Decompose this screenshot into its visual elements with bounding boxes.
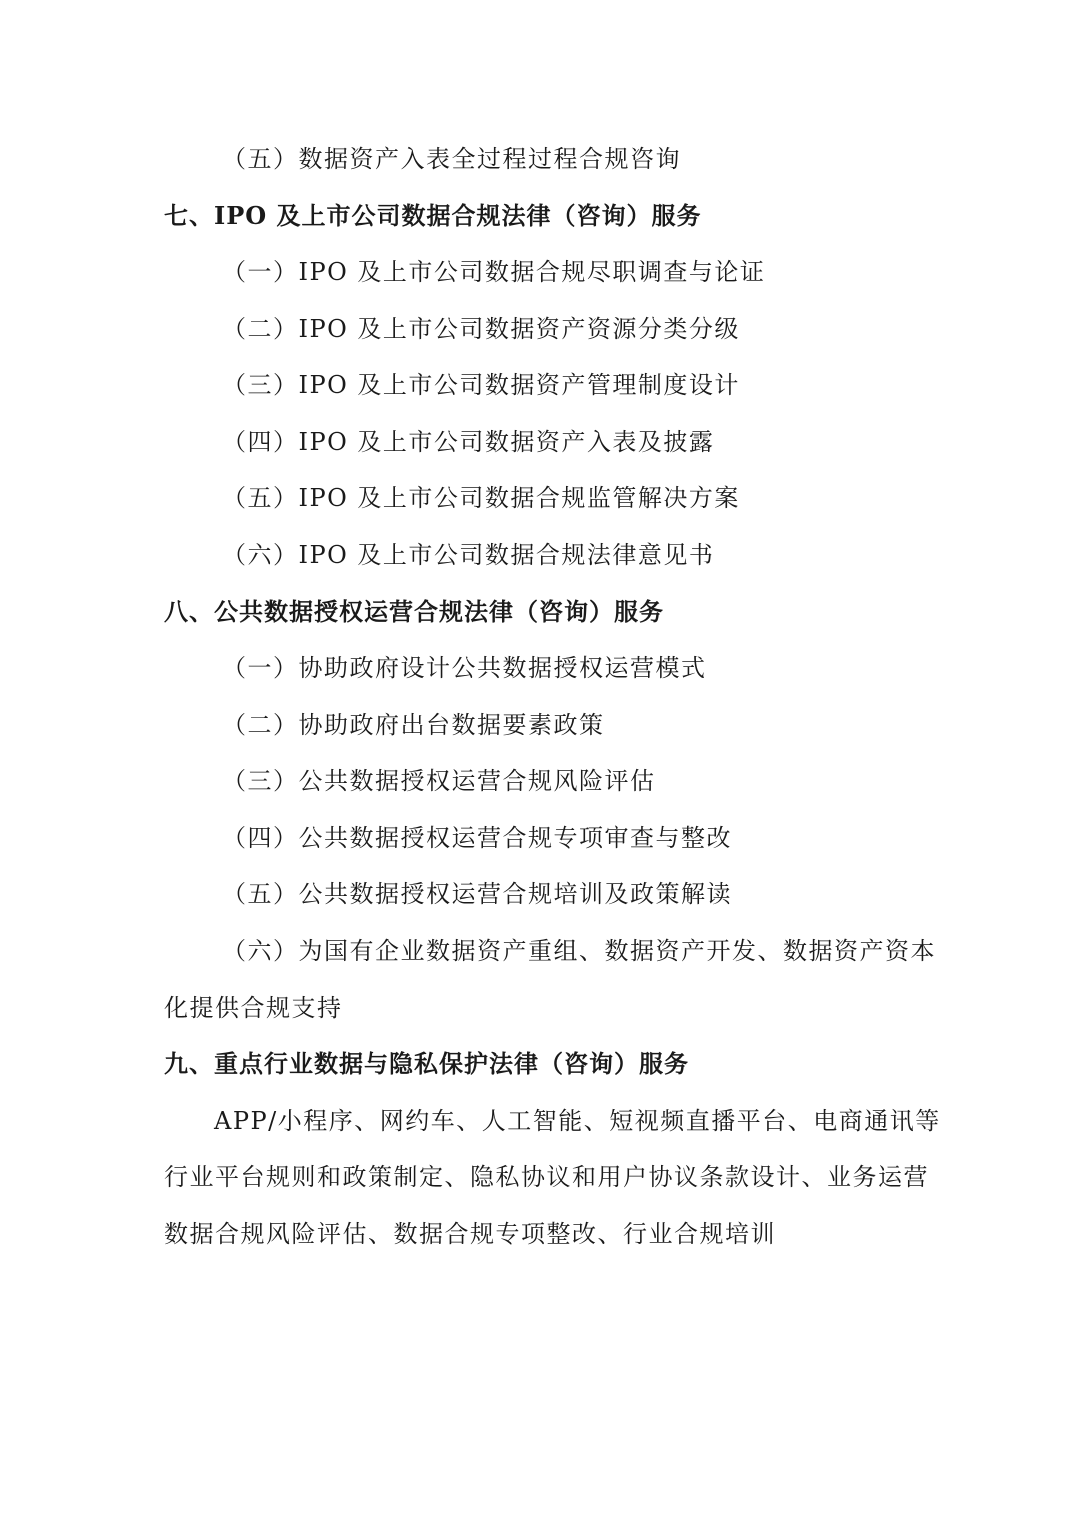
- section-heading-7: 七、IPO 及上市公司数据合规法律（咨询）服务: [164, 201, 702, 230]
- list-item: （五）数据资产入表全过程过程合规咨询: [222, 145, 681, 173]
- list-item: （二）协助政府出台数据要素政策: [222, 711, 605, 739]
- list-item-wrapped-line1: （六）为国有企业数据资产重组、数据资产开发、数据资产资本: [222, 937, 936, 965]
- list-item: （六）IPO 及上市公司数据合规法律意见书: [222, 541, 715, 569]
- section-heading-8: 八、公共数据授权运营合规法律（咨询）服务: [164, 597, 664, 626]
- list-item: （四）公共数据授权运营合规专项审查与整改: [222, 824, 732, 852]
- list-item-wrapped-line2: 化提供合规支持: [164, 994, 343, 1022]
- list-item: （五）公共数据授权运营合规培训及政策解读: [222, 880, 732, 908]
- list-item: （五）IPO 及上市公司数据合规监管解决方案: [222, 484, 740, 512]
- list-item: （二）IPO 及上市公司数据资产资源分类分级: [222, 315, 740, 343]
- list-item: （一）协助政府设计公共数据授权运营模式: [222, 654, 707, 682]
- list-item: （四）IPO 及上市公司数据资产入表及披露: [222, 428, 715, 456]
- section-heading-9: 九、重点行业数据与隐私保护法律（咨询）服务: [164, 1049, 689, 1078]
- list-item: （一）IPO 及上市公司数据合规尽职调查与论证: [222, 258, 766, 286]
- list-item: （三）公共数据授权运营合规风险评估: [222, 767, 656, 795]
- paragraph-line2: 行业平台规则和政策制定、隐私协议和用户协议条款设计、业务运营: [164, 1163, 929, 1191]
- paragraph-line3: 数据合规风险评估、数据合规专项整改、行业合规培训: [164, 1220, 776, 1248]
- paragraph-line1: APP/小程序、网约车、人工智能、短视频直播平台、电商通讯等: [214, 1107, 941, 1135]
- list-item: （三）IPO 及上市公司数据资产管理制度设计: [222, 371, 740, 399]
